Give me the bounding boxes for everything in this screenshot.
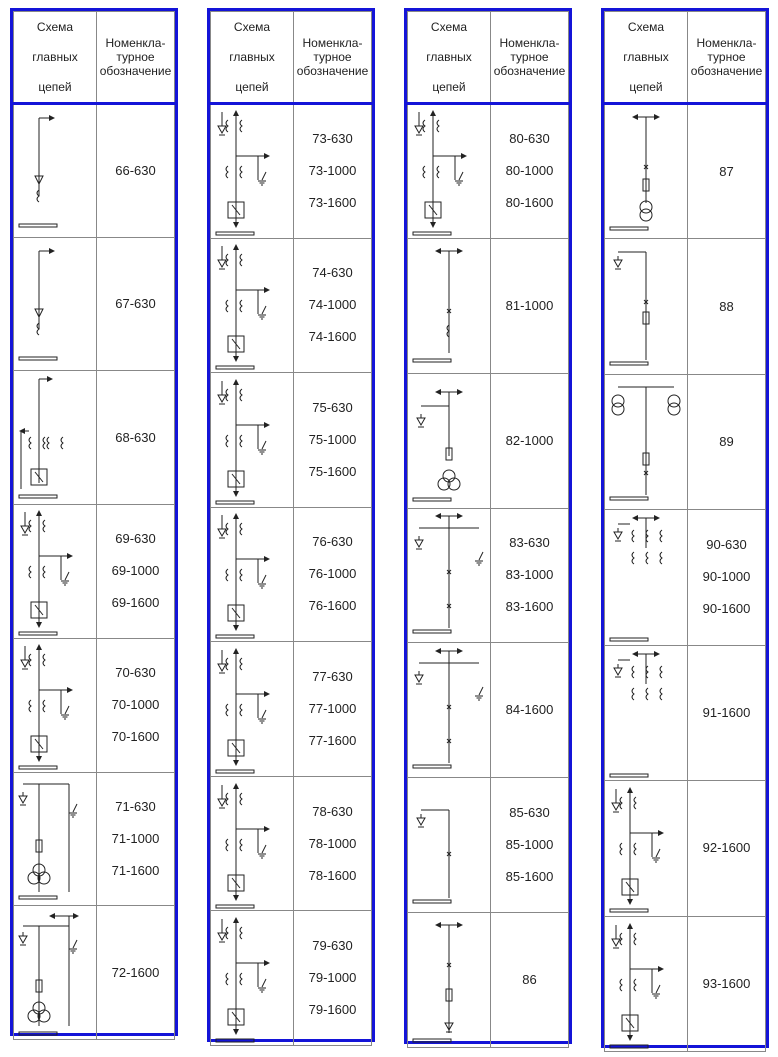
nomenclature-code: 76-1000	[308, 566, 357, 582]
header-schema: Схема главных цепей	[211, 12, 294, 104]
schematic-diagram	[15, 640, 95, 770]
nomenclature-code: 85-630	[509, 805, 550, 821]
nomenclature-code: 79-630	[312, 938, 353, 954]
nomenclature-code: 75-1600	[308, 463, 357, 479]
table-row	[14, 371, 175, 505]
table-row	[14, 906, 175, 1040]
nomenclature-code: 73-1600	[308, 195, 357, 211]
codes-cell	[294, 642, 372, 777]
table-row	[408, 373, 569, 508]
table-row	[408, 238, 569, 373]
schematic-diagram	[212, 913, 292, 1043]
codes-cell	[491, 373, 569, 508]
nomenclature-code: 70-1000	[111, 697, 160, 713]
codes-cell	[491, 104, 569, 239]
schema-cell	[408, 373, 491, 508]
nomenclature-code: 83-1600	[505, 599, 554, 615]
nomenclature-code: 93-1600	[702, 975, 751, 991]
schematic-diagram	[212, 106, 292, 236]
table-row	[14, 237, 175, 371]
nomenclature-code: 69-1000	[111, 563, 160, 579]
schema-table	[13, 11, 175, 1040]
codes-cell	[491, 643, 569, 778]
schematic-diagram	[212, 509, 292, 639]
nomenclature-code: 83-1000	[505, 567, 554, 583]
schema-cell	[605, 239, 688, 374]
header-code: Номенкла- турное обозначение	[97, 12, 175, 104]
nomenclature-code: 77-630	[312, 669, 353, 685]
codes-cell	[97, 371, 175, 505]
table-header-row	[408, 12, 569, 104]
schematic-diagram	[15, 239, 95, 369]
schematic-diagram	[409, 510, 489, 640]
nomenclature-code: 82-1000	[505, 432, 554, 448]
codes-cell	[688, 104, 766, 239]
codes-cell	[491, 778, 569, 913]
nomenclature-code: 70-1600	[111, 729, 160, 745]
nomenclature-code: 77-1000	[308, 701, 357, 717]
codes-cell	[294, 776, 372, 911]
table-row	[408, 778, 569, 913]
codes-cell	[97, 237, 175, 371]
nomenclature-code: 74-1600	[308, 329, 357, 345]
schema-cell	[14, 772, 97, 906]
table-column-1	[10, 8, 178, 1036]
codes-cell	[294, 373, 372, 508]
schema-cell	[605, 104, 688, 239]
schema-cell	[211, 507, 294, 642]
codes-cell	[491, 913, 569, 1048]
schematic-diagram	[15, 106, 95, 236]
schematic-diagram	[606, 242, 686, 372]
codes-cell	[294, 911, 372, 1046]
schematic-diagram	[606, 648, 686, 778]
nomenclature-code: 88	[719, 298, 734, 314]
nomenclature-code: 91-1600	[702, 704, 751, 720]
table-header-row	[211, 12, 372, 104]
nomenclature-code: 69-1600	[111, 595, 160, 611]
schematic-diagram	[606, 377, 686, 507]
schema-cell	[211, 911, 294, 1046]
nomenclature-code: 80-630	[509, 131, 550, 147]
table-row	[605, 104, 766, 239]
schematic-diagram	[409, 645, 489, 775]
schema-cell	[14, 638, 97, 772]
nomenclature-code: 70-630	[115, 665, 156, 681]
schema-cell	[211, 776, 294, 911]
codes-cell	[97, 638, 175, 772]
codes-cell	[491, 508, 569, 643]
schema-cell	[211, 104, 294, 239]
schema-cell	[408, 778, 491, 913]
schema-cell	[211, 238, 294, 373]
codes-cell	[97, 104, 175, 238]
nomenclature-code: 84-1600	[505, 702, 554, 718]
schematic-diagram	[212, 240, 292, 370]
table-row	[14, 104, 175, 238]
nomenclature-code: 75-630	[312, 399, 353, 415]
codes-cell	[688, 239, 766, 374]
table-row	[408, 913, 569, 1048]
table-row	[605, 510, 766, 645]
codes-cell	[294, 104, 372, 239]
nomenclature-code: 90-1000	[702, 569, 751, 585]
nomenclature-code: 90-630	[706, 537, 747, 553]
nomenclature-code: 78-1600	[308, 867, 357, 883]
codes-cell	[688, 510, 766, 645]
header-code: Номенкла- турное обозначение	[491, 12, 569, 104]
nomenclature-code: 76-630	[312, 534, 353, 550]
table-row	[211, 238, 372, 373]
nomenclature-code: 83-630	[509, 535, 550, 551]
table-row	[605, 916, 766, 1051]
codes-cell	[688, 374, 766, 509]
schema-table	[407, 11, 569, 1048]
nomenclature-code: 72-1600	[111, 964, 160, 980]
table-header-row	[14, 12, 175, 104]
schema-cell	[408, 913, 491, 1048]
table-row	[14, 772, 175, 906]
nomenclature-code: 79-1000	[308, 970, 357, 986]
table-column-4	[601, 8, 769, 1048]
schema-cell	[408, 238, 491, 373]
nomenclature-code: 71-630	[115, 798, 156, 814]
nomenclature-code: 71-1600	[111, 862, 160, 878]
schematic-diagram	[15, 506, 95, 636]
nomenclature-code: 69-630	[115, 531, 156, 547]
schematic-diagram	[606, 512, 686, 642]
schematic-diagram	[212, 644, 292, 774]
nomenclature-code: 79-1600	[308, 1002, 357, 1018]
nomenclature-code: 81-1000	[505, 297, 554, 313]
table-row	[211, 776, 372, 911]
schema-cell	[14, 237, 97, 371]
nomenclature-code: 67-630	[115, 296, 156, 312]
table-row	[605, 239, 766, 374]
nomenclature-code: 80-1600	[505, 195, 554, 211]
table-row	[211, 911, 372, 1046]
nomenclature-code: 73-1000	[308, 163, 357, 179]
header-schema: Схема главных цепей	[408, 12, 491, 104]
schematic-diagram	[409, 915, 489, 1045]
schematic-diagram	[409, 241, 489, 371]
codes-cell	[688, 645, 766, 780]
schematic-diagram	[212, 779, 292, 909]
schema-cell	[14, 104, 97, 238]
table-row	[605, 645, 766, 780]
schematic-diagram	[212, 375, 292, 505]
nomenclature-code: 87	[719, 163, 734, 179]
table-row	[408, 643, 569, 778]
table-row	[605, 781, 766, 916]
header-code: Номенкла- турное обозначение	[688, 12, 766, 104]
nomenclature-code: 76-1600	[308, 598, 357, 614]
table-column-2	[207, 8, 375, 1042]
schematic-diagram	[409, 106, 489, 236]
table-row	[211, 507, 372, 642]
schematic-diagram	[606, 783, 686, 913]
nomenclature-code: 78-630	[312, 803, 353, 819]
table-column-3	[404, 8, 572, 1044]
nomenclature-code: 74-1000	[308, 297, 357, 313]
nomenclature-code: 66-630	[115, 162, 156, 178]
table-row	[14, 505, 175, 639]
schema-cell	[605, 781, 688, 916]
table-row	[211, 373, 372, 508]
nomenclature-code: 75-1000	[308, 431, 357, 447]
codes-cell	[97, 906, 175, 1040]
nomenclature-code: 78-1000	[308, 835, 357, 851]
schematic-diagram	[15, 373, 95, 503]
table-row	[211, 642, 372, 777]
schema-cell	[605, 645, 688, 780]
codes-cell	[688, 781, 766, 916]
nomenclature-code: 86	[522, 971, 537, 987]
schema-cell	[14, 505, 97, 639]
schematic-diagram	[15, 774, 95, 904]
schematic-diagram	[15, 908, 95, 1038]
table-row	[14, 638, 175, 772]
nomenclature-code: 71-1000	[111, 830, 160, 846]
schema-cell	[14, 371, 97, 505]
schematic-diagram	[409, 376, 489, 506]
table-header-row	[605, 12, 766, 104]
codes-cell	[688, 916, 766, 1051]
schematic-diagram	[606, 107, 686, 237]
schema-cell	[408, 643, 491, 778]
codes-cell	[97, 772, 175, 906]
nomenclature-code: 73-630	[312, 131, 353, 147]
nomenclature-code: 80-1000	[505, 163, 554, 179]
schema-cell	[605, 916, 688, 1051]
schema-cell	[408, 104, 491, 239]
table-row	[408, 104, 569, 239]
nomenclature-code: 68-630	[115, 429, 156, 445]
nomenclature-code: 90-1600	[702, 601, 751, 617]
schema-table	[604, 11, 766, 1052]
codes-cell	[294, 238, 372, 373]
schema-cell	[14, 906, 97, 1040]
schema-cell	[605, 374, 688, 509]
schema-cell	[605, 510, 688, 645]
codes-cell	[97, 505, 175, 639]
schema-table	[210, 11, 372, 1046]
table-row	[408, 508, 569, 643]
nomenclature-code: 85-1600	[505, 869, 554, 885]
schema-cell	[211, 373, 294, 508]
schema-cell	[408, 508, 491, 643]
table-row	[211, 104, 372, 239]
nomenclature-code: 74-630	[312, 265, 353, 281]
schema-cell	[211, 642, 294, 777]
schematic-diagram	[606, 919, 686, 1049]
nomenclature-code: 89	[719, 434, 734, 450]
header-schema: Схема главных цепей	[14, 12, 97, 104]
nomenclature-code: 92-1600	[702, 840, 751, 856]
codes-cell	[294, 507, 372, 642]
nomenclature-code: 77-1600	[308, 733, 357, 749]
header-code: Номенкла- турное обозначение	[294, 12, 372, 104]
table-row	[605, 374, 766, 509]
codes-cell	[491, 238, 569, 373]
schematic-diagram	[409, 780, 489, 910]
header-schema: Схема главных цепей	[605, 12, 688, 104]
nomenclature-code: 85-1000	[505, 837, 554, 853]
